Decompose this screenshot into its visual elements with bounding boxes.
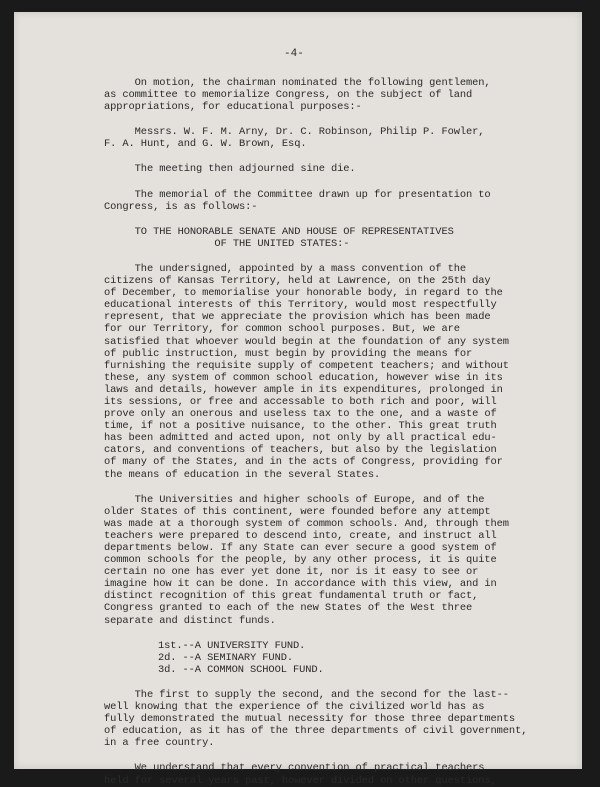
text-line: common schools for the people, by any other process, it is quite <box>104 554 497 567</box>
paragraph-committee-names <box>104 126 574 150</box>
text-line: F. A. Hunt, and G. W. Brown, Esq. <box>104 138 307 151</box>
text-line: Messrs. W. F. M. Arny, Dr. C. Robinson, Philip P. Fowler, <box>104 126 485 139</box>
memorial-heading <box>104 226 574 250</box>
heading-line: TO THE HONORABLE SENATE AND HOUSE OF REPRESENTATIVES <box>104 225 454 238</box>
text-line: has been admitted and acted upon, not only by all practical edu- <box>104 432 497 445</box>
text-line: educational interests of this Territory, would most respectfully <box>104 299 497 312</box>
document-body <box>104 12 574 787</box>
text-line: We understand that every convention of practical teachers <box>104 762 485 775</box>
text-line: The Universities and higher schools of Europe, and of the <box>104 493 485 506</box>
text-line: satisfied that whoever would begin at the foundation of any system <box>104 335 509 348</box>
text-line: cators, and conventions of teachers, but also by the legislation <box>104 444 497 457</box>
text-line: time, if not a positive nuisance, to the other. This great truth <box>104 420 497 433</box>
text-line: distinct recognition of this great fundamental truth or fact, <box>104 590 479 603</box>
paragraph-first-supply <box>104 689 574 749</box>
fund-list <box>104 640 574 676</box>
text-line: certain no one has ever yet done it, nor is it easy to see or <box>104 566 479 579</box>
text-line: of December, to memorialise your honorable body, in regard to the <box>104 287 503 300</box>
text-line: of education, as it has of the three departments of civil government, <box>104 725 528 738</box>
page-number: -4- <box>284 48 304 60</box>
text-line: older States of this continent, were founded before any attempt <box>104 505 491 518</box>
list-item: 2d. --A SEMINARY FUND. <box>158 651 293 664</box>
paragraph-adjourned <box>104 163 574 175</box>
text-line: teachers were prepared to descend into, create, and instruct all <box>104 529 497 542</box>
text-line: held for several years past, however divided on other questions, <box>104 774 497 787</box>
heading-line: OF THE UNITED STATES:- <box>104 237 350 250</box>
text-line: imagine how it can be done. In accordance with this view, and in <box>104 578 497 591</box>
paragraph-conventions <box>104 762 574 786</box>
text-line: laws and details, however ample in its expenditures, prolonged in <box>104 383 503 396</box>
text-line: prove only an onerous and useless tax to the one, and a waste of <box>104 408 497 421</box>
text-line: On motion, the chairman nominated the following gentlemen, <box>104 77 491 89</box>
text-line: of public instruction, must begin by providing the means for <box>104 347 473 360</box>
text-line: represent, that we appreciate the provision which has been made <box>104 311 491 324</box>
text-line: its sessions, or free and accessable to both rich and poor, will <box>104 395 497 408</box>
text-line: The first to supply the second, and the second for the last-- <box>104 688 509 701</box>
text-line: departments below. If any State can ever secure a good system of <box>104 542 497 554</box>
paragraph-motion <box>104 77 574 113</box>
list-item: 3d. --A COMMON SCHOOL FUND. <box>158 663 324 676</box>
text-line: these, any system of common school education, however wise in its <box>104 371 503 384</box>
text-line: The memorial of the Committee drawn up for presentation to <box>104 188 491 201</box>
list-item: 1st.--A UNIVERSITY FUND. <box>158 639 306 652</box>
text-line: the means of education in the several States. <box>104 468 381 481</box>
paragraph-undersigned <box>104 263 574 481</box>
text-line: as committee to memorialize Congress, on the subject of land <box>104 89 473 102</box>
text-line: for our Territory, for common school purposes. But, we are <box>104 323 460 336</box>
text-line: separate and distinct funds. <box>104 614 276 627</box>
document-page <box>14 12 582 787</box>
text-line: furnishing the requisite supply of competent teachers; and without <box>104 359 509 372</box>
text-line: citizens of Kansas Territory, held at Lawrence, on the 25th day <box>104 275 491 288</box>
paragraph-universities <box>104 494 574 627</box>
text-line: The undersigned, appointed by a mass convention of the <box>104 262 466 275</box>
text-line: of many of the States, and in the acts of Congress, providing for <box>104 456 503 469</box>
text-line: in a free country. <box>104 737 215 750</box>
text-line: fully demonstrated the mutual necessity for those three departments <box>104 713 516 726</box>
text-line: well knowing that the experience of the civilized world has as <box>104 701 485 714</box>
text-line: was made at a thorough system of common schools. And, through them <box>104 517 509 530</box>
text-line: appropriations, for educational purposes:- <box>104 101 362 114</box>
text-line: The meeting then adjourned sine die. <box>104 163 356 176</box>
text-line: Congress, is as follows:- <box>104 200 258 213</box>
text-line: Congress granted to each of the new States of the West three <box>104 602 473 615</box>
paragraph-memorial-intro <box>104 189 574 213</box>
